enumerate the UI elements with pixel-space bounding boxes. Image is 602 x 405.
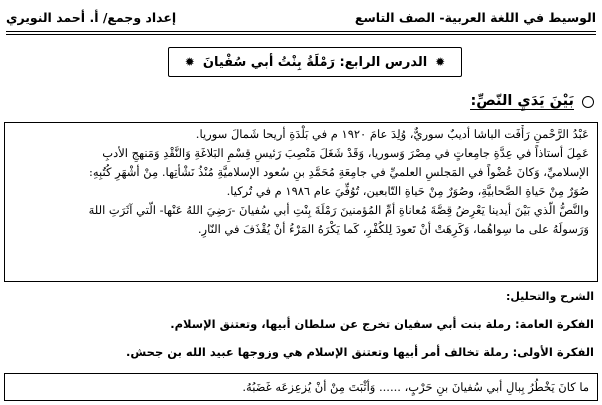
first-idea: الفكرة الأولى: رملة تخالف أمر أبيها وتعتنق الإسلام هي وزوجها عبيد الله بن جحش.	[126, 345, 594, 359]
passage-line: صُوَرٌ مِنْ حَياةِ الصَّحابيَّةِ، وصُوَرٌ مِنْ حَياةِ التّابعين، تُوُفِّيَ عام ١٩٨٦ م في تُركيا.	[226, 184, 589, 198]
excerpt-box	[4, 373, 598, 401]
lesson-title-box	[168, 47, 462, 77]
passage-line: الإسلاميِّ، وَكانَ عُضْواً في المَجلسِ العلميِّ في جامِعَةِ مُحَمَّدِ بنِ سُعود الإسلاميَّةِ مُنْذُ نَشْأتِها. مِنْ أشْهَرِ كُتُبِهِ:	[89, 165, 589, 179]
section-heading-text: بَيْنَ يَدَيِ النّصِّ:	[470, 93, 574, 109]
star-icon: ✹	[435, 55, 446, 69]
passage-line: وَرَسولَهُ على ما سِواهُما، وَكَرِهَتْ أنْ تَعودَ لِلكُفْرِ، كَما يَكْرَهُ المَرْءُ أنْ يُقْذَفَ في النّارِ.	[197, 222, 589, 236]
general-idea: الفكرة العامة: رملة بنت أبي سفيان تخرج عن سلطان أبيها، وتعتنق الإسلام.	[170, 317, 594, 331]
header-author: إعداد وجمع/ أ. أحمد النويري	[6, 9, 177, 25]
passage-line: والنَّصُّ الّذي بَيْنَ أيدينا يَعْرِضُ قِصَّةَ مُعاناةِ أمِّ المُؤمنينَ رَمْلَةَ بِنْتِ أبي سُفيانَ -رَضِيَ اللهُ عَنْها- الّتي آثَرَتِ اللهَ	[88, 203, 589, 217]
analysis-heading: الشرح والتحليل:	[505, 290, 594, 303]
section-heading	[470, 93, 594, 110]
passage-box	[4, 122, 598, 282]
lesson-title: الدرس الرابع: رَمْلَةُ بِنْتُ أبي سُفْيانَ	[202, 54, 428, 70]
passage-line: عَمِلَ أستاذاً في عِدَّةِ جامِعاتٍ في مِصْرَ وَسوريا، وَقَدْ شَغَلَ مَنْصِبَ رَئيسِ قِسْمِ البَلاغَةِ وَالنَّقْدِ وَمَنهجِ الأدبِ	[102, 146, 589, 160]
page-header	[6, 4, 596, 30]
header-course-title: الوسيط في اللغة العربية- الصف التاسع	[354, 9, 596, 25]
header-divider-bottom	[6, 34, 596, 35]
circle-bullet-icon	[582, 96, 594, 108]
star-icon: ✹	[184, 55, 195, 69]
header-divider-top	[6, 31, 596, 32]
excerpt-text: ما كانَ يَخْطُرُ بِبالِ أبي سُفيانَ بنِ حَرْبٍ، ...... وَأثْبَتَ مِنْ أنْ يُزعِزعَه غَضَبُهُ.	[242, 380, 589, 394]
passage-line: عَبْدُ الرَّحْمنِ رَأْفَت الباشا أديبٌ سوريٌّ، وُلِدَ عامَ ١٩٢٠ م في بَلْدَةِ أريحا شَمالَ سوريا.	[195, 127, 589, 141]
